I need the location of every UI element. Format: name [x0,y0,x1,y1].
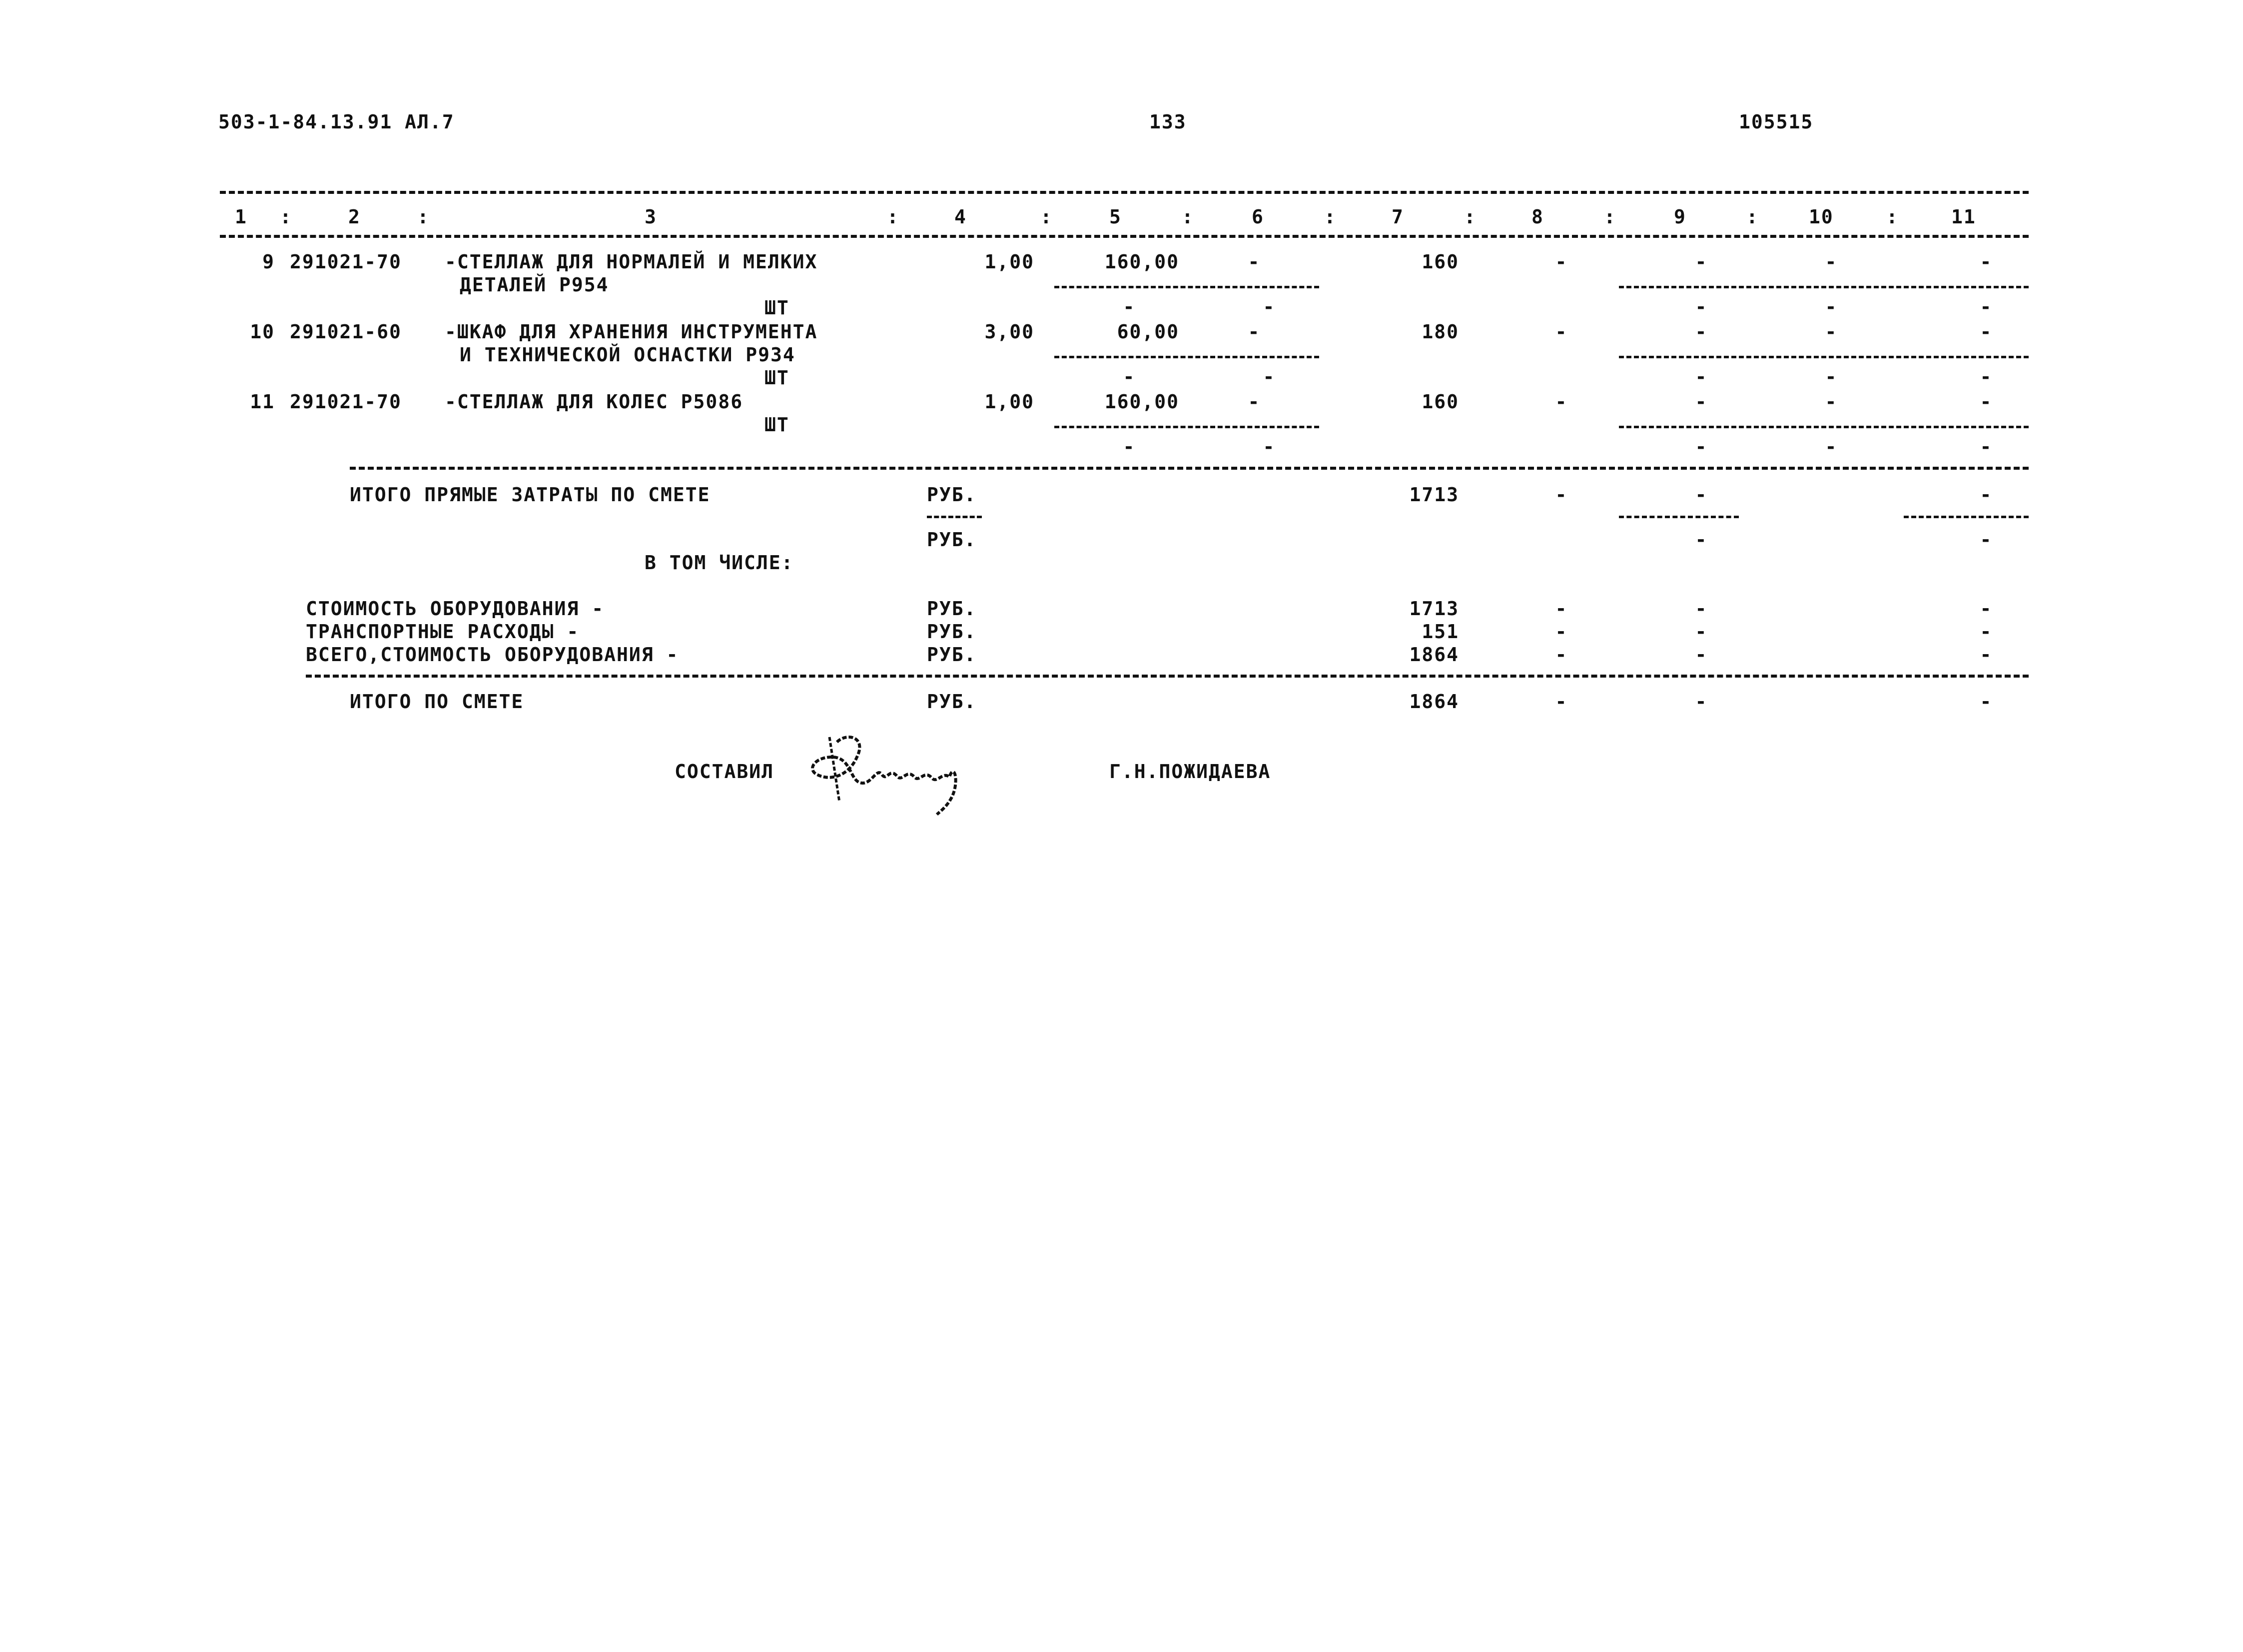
direct-costs-col8: - [1555,484,1568,506]
row-number: 9 [262,251,275,273]
page-number: 133 [1149,111,1187,133]
equipment-total-col9: - [1695,644,1708,666]
row-subrule [1054,356,1319,358]
item-col8: - [1555,251,1568,273]
column-separator: : [1182,206,1194,228]
equipment-col11: - [1980,598,1993,620]
equipment-total-col8: - [1555,644,1568,666]
direct-costs-col11-sub: - [1980,529,1993,551]
row-subrule [1054,426,1319,428]
column-separator: : [1464,206,1477,228]
sub-dash: - [1695,296,1708,318]
estimate-total-value: 1864 [1409,691,1459,713]
sub-dash: - [1263,366,1276,388]
direct-costs-col11: - [1980,484,1993,506]
sub-dash: - [1825,366,1838,388]
estimate-total-label: ИТОГО ПО СМЕТЕ [350,691,524,713]
author-name: Г.Н.ПОЖИДАЕВА [1109,761,1271,783]
item-quantity: 1,00 [984,251,1034,273]
column-separator: : [887,206,899,228]
direct-costs-unit-2: РУБ. [927,529,977,551]
estimate-total-col9: - [1695,691,1708,713]
sub-dash: - [1980,436,1993,458]
item-col11: - [1980,321,1993,343]
equipment-label: СТОИМОСТЬ ОБОРУДОВАНИЯ - [306,598,605,620]
column-header: 6 [1252,206,1264,228]
unit-subrule [927,516,982,518]
item-col6: - [1248,251,1261,273]
column-header: 11 [1951,206,1976,228]
item-col11: - [1980,251,1993,273]
item-quantity: 1,00 [984,391,1034,413]
row-number: 11 [250,391,275,413]
table-top-rule [220,191,2029,194]
sub-dash: - [1980,296,1993,318]
column-header: 3 [645,206,657,228]
item-quantity: 3,00 [984,321,1034,343]
column-separator: : [1886,206,1899,228]
direct-costs-col9: - [1695,484,1708,506]
transport-col11: - [1980,621,1993,643]
estimate-total-rule [306,675,2029,678]
row-subrule [1619,426,2029,428]
column-header: 5 [1109,206,1122,228]
sub-dash: - [1263,436,1276,458]
item-name-continued: ДЕТАЛЕЙ Р954 [460,274,609,296]
item-unit-price: 160,00 [1104,391,1179,413]
transport-col9: - [1695,621,1708,643]
item-name: -СТЕЛЛАЖ ДЛЯ НОРМАЛЕЙ И МЕЛКИХ [445,251,818,273]
column-header: 2 [348,206,361,228]
column-separator: : [1040,206,1053,228]
item-name: -СТЕЛЛАЖ ДЛЯ КОЛЕС Р5086 [445,391,744,413]
row-subrule [1054,286,1319,288]
column-separator: : [1604,206,1616,228]
transport-label: ТРАНСПОРТНЫЕ РАСХОДЫ - [306,621,580,643]
signature [802,727,982,817]
totals-top-rule [350,467,2029,470]
header-bottom-rule [220,235,2029,238]
item-name: -ШКАФ ДЛЯ ХРАНЕНИЯ ИНСТРУМЕНТА [445,321,818,343]
column-header: 8 [1531,206,1544,228]
row-subrule [1619,286,2029,288]
compiled-by-label: СОСТАВИЛ [675,761,774,783]
item-col8: - [1555,321,1568,343]
item-col11: - [1980,391,1993,413]
transport-col8: - [1555,621,1568,643]
equipment-unit: РУБ. [927,598,977,620]
sub-dash: - [1980,366,1993,388]
transport-unit: РУБ. [927,621,977,643]
equipment-total-unit: РУБ. [927,644,977,666]
item-total: 180 [1422,321,1459,343]
column-separator: : [417,206,430,228]
direct-costs-col9-sub: - [1695,529,1708,551]
document-code: 503-1-84.13.91 АЛ.7 [218,111,455,133]
sub-dash: - [1695,366,1708,388]
column-header: 10 [1809,206,1834,228]
item-unit: ШТ [764,414,789,436]
column-separator: : [280,206,292,228]
direct-costs-unit: РУБ. [927,484,977,506]
sub-dash: - [1263,296,1276,318]
equipment-total-col11: - [1980,644,1993,666]
transport-total: 151 [1422,621,1459,643]
estimate-total-col8: - [1555,691,1568,713]
row-subrule [1904,516,2029,518]
item-total: 160 [1422,391,1459,413]
column-header: 4 [954,206,967,228]
equipment-col9: - [1695,598,1708,620]
equipment-total: 1713 [1409,598,1459,620]
item-col6: - [1248,391,1261,413]
column-separator: : [1746,206,1759,228]
item-unit-price: 60,00 [1117,321,1179,343]
item-unit-price: 160,00 [1104,251,1179,273]
item-code: 291021-70 [290,391,402,413]
sub-dash: - [1123,436,1136,458]
column-separator: : [1324,206,1337,228]
item-code: 291021-70 [290,251,402,273]
row-subrule [1619,516,1739,518]
column-header: 9 [1674,206,1686,228]
equipment-col8: - [1555,598,1568,620]
item-col6: - [1248,321,1261,343]
item-unit: ШТ [764,367,789,389]
item-col8: - [1555,391,1568,413]
sub-dash: - [1825,436,1838,458]
equipment-total-label: ВСЕГО,СТОИМОСТЬ ОБОРУДОВАНИЯ - [306,644,679,666]
sub-dash: - [1695,436,1708,458]
direct-costs-total: 1713 [1409,484,1459,506]
item-name-continued: И ТЕХНИЧЕСКОЙ ОСНАСТКИ Р934 [460,344,795,366]
row-number: 10 [250,321,275,343]
including-heading: В ТОМ ЧИСЛЕ: [645,552,794,574]
item-col10: - [1825,391,1838,413]
item-code: 291021-60 [290,321,402,343]
column-header: 1 [235,206,247,228]
direct-costs-label: ИТОГО ПРЯМЫЕ ЗАТРАТЫ ПО СМЕТЕ [350,484,711,506]
sub-dash: - [1123,296,1136,318]
sub-dash: - [1123,366,1136,388]
estimate-total-unit: РУБ. [927,691,977,713]
item-col10: - [1825,251,1838,273]
item-unit: ШТ [764,297,789,319]
item-col9: - [1695,251,1708,273]
item-col9: - [1695,321,1708,343]
estimate-total-col11: - [1980,691,1993,713]
item-col9: - [1695,391,1708,413]
item-total: 160 [1422,251,1459,273]
equipment-total-value: 1864 [1409,644,1459,666]
row-subrule [1619,356,2029,358]
column-header: 7 [1392,206,1404,228]
sub-dash: - [1825,296,1838,318]
item-col10: - [1825,321,1838,343]
document-id: 105515 [1739,111,1814,133]
